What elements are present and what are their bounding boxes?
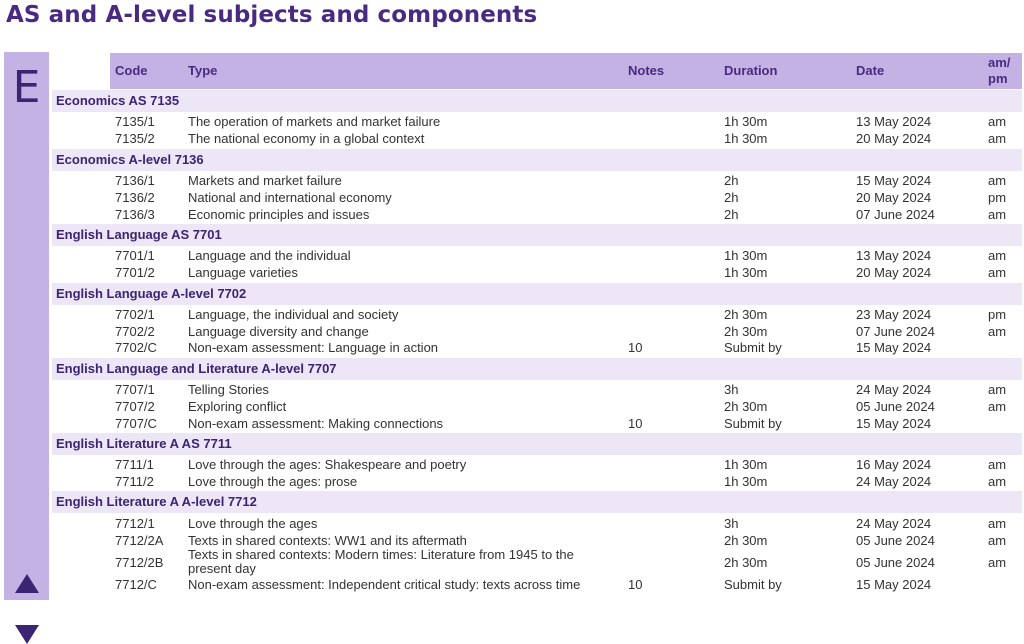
row-type: Language and the individual [188, 248, 351, 263]
row-type: Love through the ages: Shakespeare and poetry [188, 457, 467, 472]
row-code: 7702/C [115, 340, 157, 355]
row-type: The operation of markets and market failure [188, 114, 441, 129]
row-notes: 10 [628, 416, 643, 431]
row-code: 7712/2B [115, 555, 164, 570]
row-ampm: am [988, 457, 1007, 472]
row-duration: 2h 30m [724, 324, 768, 339]
row-code: 7702/2 [115, 324, 155, 339]
section-title: Economics A-level 7136 [56, 152, 204, 167]
row-code: 7711/1 [115, 457, 154, 472]
row-date: 15 May 2024 [856, 577, 932, 592]
row-duration: 1h 30m [724, 114, 768, 129]
row-ampm: pm [988, 307, 1007, 322]
header-code: Code [115, 63, 148, 78]
header-notes: Notes [628, 63, 665, 78]
row-duration: 2h 30m [724, 399, 768, 414]
section-title: Economics AS 7135 [56, 93, 180, 108]
row-type: Language, the individual and society [188, 307, 399, 322]
row-ampm: am [988, 516, 1007, 531]
row-type: Texts in shared contexts: WW1 and its aftermath [188, 533, 467, 548]
header-type: Type [188, 63, 218, 78]
row-code: 7701/2 [115, 265, 155, 280]
section-header [52, 149, 1022, 171]
row-code: 7135/1 [115, 114, 155, 129]
section-header [52, 90, 1022, 112]
row-code: 7712/C [115, 577, 157, 592]
row-ampm: am [988, 131, 1007, 146]
row-duration: 1h 30m [724, 265, 768, 280]
row-code: 7707/C [115, 416, 157, 431]
section-title: English Language A-level 7702 [56, 286, 247, 301]
row-duration: Submit by [724, 577, 782, 592]
section-header [52, 491, 1022, 513]
row-duration: 3h [724, 516, 739, 531]
row-type: Texts in shared contexts: Modern times: Literature from 1945 to the present day [188, 547, 574, 576]
row-date: 07 June 2024 [856, 324, 935, 339]
row-type: Non-exam assessment: Making connections [188, 416, 444, 431]
row-duration: 2h [724, 207, 739, 222]
row-duration: 1h 30m [724, 131, 768, 146]
row-duration: 1h 30m [724, 248, 768, 263]
row-duration: 2h 30m [724, 533, 768, 548]
row-ampm: am [988, 382, 1007, 397]
row-ampm: am [988, 324, 1007, 339]
header-ampm-line1: am/ [988, 55, 1011, 70]
row-duration: Submit by [724, 340, 782, 355]
page-title: AS and A-level subjects and components [6, 2, 538, 28]
row-type: Non-exam assessment: Independent critical study: texts across time [188, 577, 581, 592]
row-ampm: am [988, 248, 1007, 263]
section-title: English Literature A AS 7711 [56, 436, 232, 451]
row-type: Telling Stories [188, 382, 269, 397]
row-type: Markets and market failure [188, 173, 342, 188]
row-code: 7136/1 [115, 173, 155, 188]
row-code: 7702/1 [115, 307, 155, 322]
section-title: English Language AS 7701 [56, 227, 222, 242]
row-date: 05 June 2024 [856, 399, 935, 414]
row-code: 7136/3 [115, 207, 155, 222]
row-ampm: am [988, 533, 1007, 548]
row-date: 15 May 2024 [856, 416, 932, 431]
row-date: 24 May 2024 [856, 474, 932, 489]
row-ampm: am [988, 265, 1007, 280]
row-duration: 2h [724, 173, 739, 188]
header-date: Date [856, 63, 885, 78]
row-duration: 2h 30m [724, 555, 768, 570]
row-code: 7707/1 [115, 382, 155, 397]
row-ampm: pm [988, 190, 1007, 205]
row-date: 13 May 2024 [856, 248, 932, 263]
row-date: 05 June 2024 [856, 555, 935, 570]
section-header [52, 224, 1022, 246]
row-date: 16 May 2024 [856, 457, 932, 472]
row-date: 15 May 2024 [856, 340, 932, 355]
row-type: Economic principles and issues [188, 207, 370, 222]
section-header [52, 283, 1022, 305]
row-date: 20 May 2024 [856, 190, 932, 205]
row-duration: 1h 30m [724, 474, 768, 489]
row-ampm: am [988, 474, 1007, 489]
row-type: Language varieties [188, 265, 298, 280]
triangle-down-icon[interactable] [15, 625, 39, 644]
row-date: 13 May 2024 [856, 114, 932, 129]
row-date: 23 May 2024 [856, 307, 932, 322]
section-letter: E [12, 62, 41, 113]
row-duration: 2h [724, 190, 739, 205]
row-date: 20 May 2024 [856, 265, 932, 280]
row-code: 7701/1 [115, 248, 155, 263]
row-type: National and international economy [188, 190, 392, 205]
header-ampm-line2: pm [988, 71, 1008, 86]
row-duration: 2h 30m [724, 307, 768, 322]
row-type: Love through the ages: prose [188, 474, 358, 489]
row-type: Love through the ages [188, 516, 318, 531]
row-notes: 10 [628, 340, 643, 355]
row-code: 7712/2A [115, 533, 164, 548]
header-duration: Duration [724, 63, 778, 78]
row-ampm: am [988, 207, 1007, 222]
row-code: 7712/1 [115, 516, 155, 531]
row-type: Language diversity and change [188, 324, 369, 339]
row-date: 24 May 2024 [856, 382, 932, 397]
row-ampm: am [988, 114, 1007, 129]
section-header [52, 358, 1022, 380]
row-duration: 1h 30m [724, 457, 768, 472]
row-duration: 3h [724, 382, 739, 397]
row-date: 15 May 2024 [856, 173, 932, 188]
row-date: 05 June 2024 [856, 533, 935, 548]
section-header [52, 433, 1022, 455]
row-ampm: am [988, 173, 1007, 188]
row-date: 24 May 2024 [856, 516, 932, 531]
row-type: Non-exam assessment: Language in action [188, 340, 439, 355]
row-notes: 10 [628, 577, 643, 592]
row-code: 7135/2 [115, 131, 155, 146]
row-ampm: am [988, 555, 1007, 570]
row-code: 7136/2 [115, 190, 155, 205]
section-title: English Language and Literature A-level 7707 [56, 361, 337, 376]
row-date: 07 June 2024 [856, 207, 935, 222]
row-code: 7707/2 [115, 399, 155, 414]
row-code: 7711/2 [115, 474, 154, 489]
row-ampm: am [988, 399, 1007, 414]
row-type: The national economy in a global context [188, 131, 425, 146]
section-title: English Literature A A-level 7712 [56, 494, 257, 509]
row-type: Exploring conflict [188, 399, 287, 414]
row-duration: Submit by [724, 416, 782, 431]
row-date: 20 May 2024 [856, 131, 932, 146]
